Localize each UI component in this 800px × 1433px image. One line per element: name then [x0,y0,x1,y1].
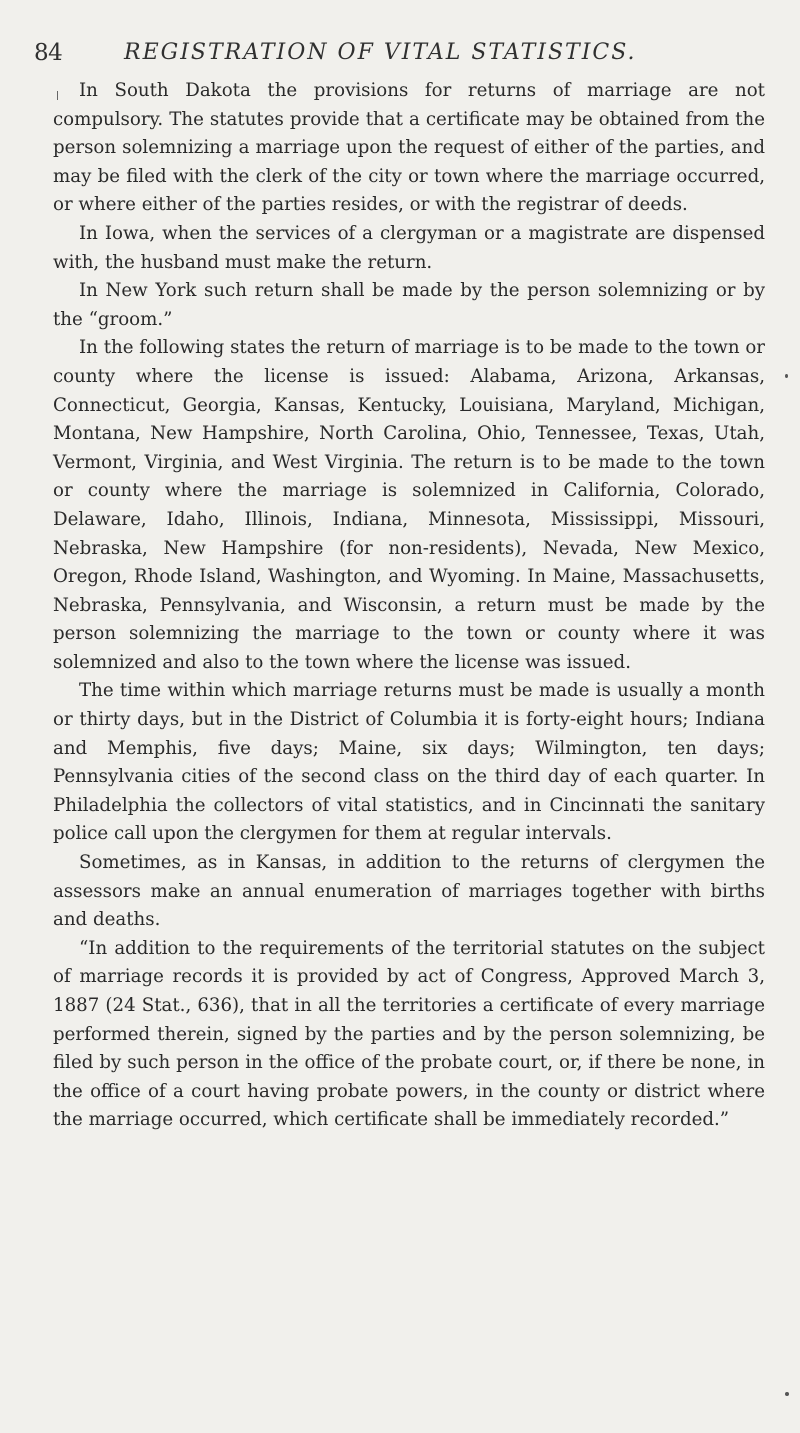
running-title: REGISTRATION OF VITAL STATISTICS. [124,40,637,65]
paragraph-kansas-assessors: Sometimes, as in Kansas, in addition to the returns of clergymen the assessors make an annual enumeration of marriages together with births and deaths. [53,852,765,931]
paragraph-time-limits: The time within which marriage returns must be made is usually a month or thirty days, but in the District of Columbia it is forty-eight hours; Indiana and Memphis, five days; Maine, six days; Wilmington, ten days; Pennsylvania cities of the second class on the third day of each quarter. In Philadelphia the collectors of vital statistics, and in Cincinnati the sanitary police call upon the clergymen for them at regular intervals. [53,680,765,845]
paragraph-congress-act: “In addition to the requirements of the territorial statutes on the subject of marriage records it is provided by act of Congress, Approved March 3, 1887 (24 Stat., 636), that in all the territories a certificate of every marriage performed therein, signed by the parties and by the person solemnizing, be filed by such person in the office of the probate court, or, if there be none, in the office of a court having probate powers, in the county or district where the marriage occurred, which certificate shall be immediately recorded.” [53,937,765,1131]
page-header [34,38,774,78]
paragraph-south-dakota: In South Dakota the provisions for returns of marriage are not compulsory. The statutes provide that a certificate may be obtained from the person solemnizing a marriage upon the request of either of the parties, and may be filed with the clerk of the city or town where the marriage occurred, or where either of the parties resides, or with the registrar of deeds. [53,80,765,216]
paragraph-iowa: In Iowa, when the services of a clergyman or a magistrate are dispensed with, the husband must make the return. [53,222,765,273]
print-mark [785,374,788,378]
print-mark [785,1392,789,1396]
paragraph-new-york: In New York such return shall be made by the person solemnizing or by the “groom.” [53,280,765,330]
page-number: 84 [34,40,63,66]
paragraph-state-lists: In the following states the return of marriage is to be made to the town or county where the license is issued: Alabama, Arizona, Arkansas, Connecticut, Georgia, Kansas, Kentucky, Louisiana, Maryland, Michigan, Montana, New Hampshire, North Carolina, Ohio, Tennessee, Texas, Utah, Vermont, Virginia, and West Virginia. The return is to be made to the town or county where the marriage is solemnized in California, Colorado, Delaware, Idaho, Illinois, Indiana, Minnesota, Mississippi, Missouri, Nebraska, New Hampshire (for non-residents), Nevada, New Mexico, Oregon, Rhode Island, Washington, and Wyoming. In Maine, Massachusetts, Nebraska, Pennsylvania, and Wisconsin, a return must be made by the person solemnizing the marriage to the town or county where it was solemnized and also to the town where the license was issued. [53,337,765,673]
body-text [53,77,765,1135]
